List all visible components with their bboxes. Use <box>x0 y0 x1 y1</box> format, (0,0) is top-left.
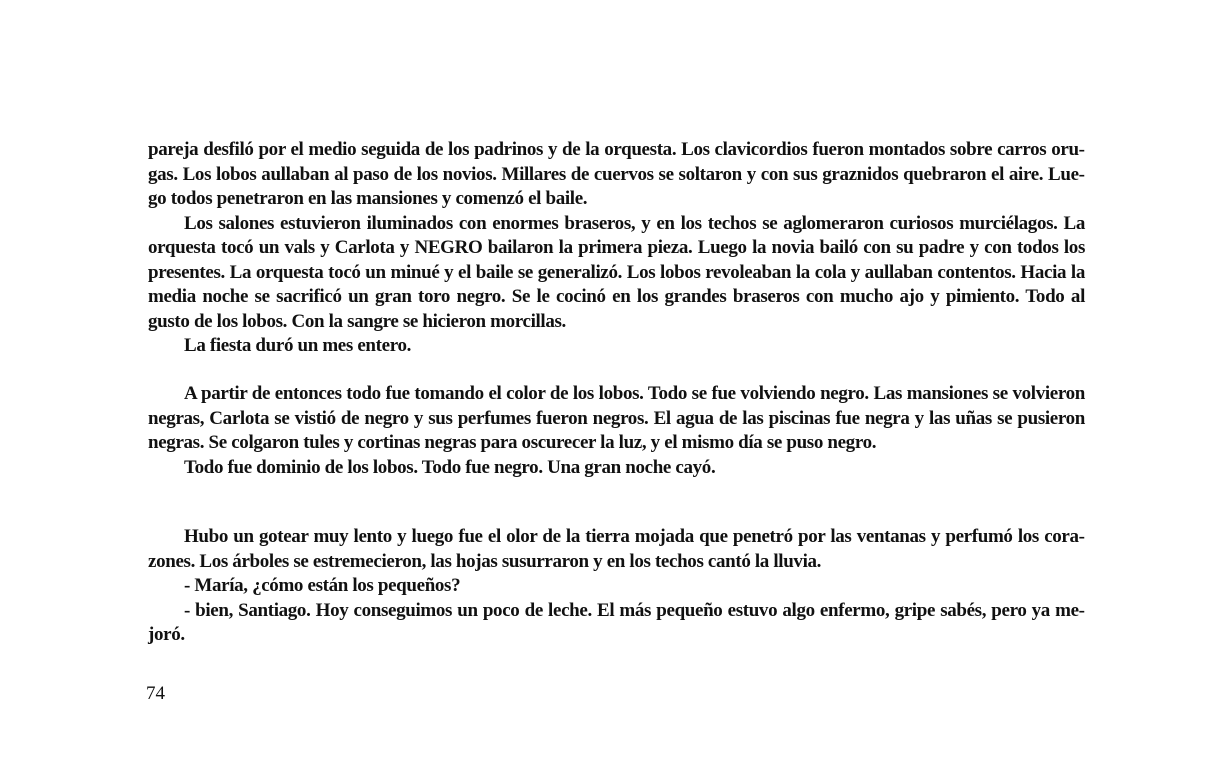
paragraph: Hubo un gotear muy lento y luego fue el olor de la tierra mojada que penetró por las ventanas y perfumó los corazones. Los árboles se estremecieron, las hojas susurraron y en los techos cantó la lluvia. <box>148 526 1085 572</box>
dialogue-line: - María, ¿cómo están los pequeños? <box>184 575 461 596</box>
paragraph: A partir de entonces todo fue tomando el color de los lobos. Todo se fue volviendo negro. Las mansiones se volvieron negras, Carlota se vistió de negro y sus perfumes fueron negros. El agua de las piscinas fue negra y las uñas se pusieron negras. Se colgaron tules y cortinas negras para oscurecer la luz, y el mismo día se puso negro. <box>148 383 1085 453</box>
page-number: 74 <box>146 683 165 704</box>
paragraph: pareja desfiló por el medio seguida de los padrinos y de la orquesta. Los clavicordios fueron montados sobre carros orugas. Los lobos aullaban al paso de los novios. Millares de cuervos se soltaron y con sus graznidos quebraron el aire. Luego todos penetraron en las mansiones y comenzó el baile. <box>148 139 1085 209</box>
paragraph: Los salones estuvieron iluminados con enormes braseros, y en los techos se aglomeraron curiosos murciélagos. La orquesta tocó un vals y Carlota y NEGRO bailaron la primera pieza. Luego la novia bailó con su padre y con todos los presentes. La orquesta tocó un minué y el baile se generalizó. Los lobos revoleaban la cola y aullaban contentos. Hacia la media noche se sacrificó un gran toro negro. Se le cocinó en los grandes braseros con mucho ajo y pimiento. Todo al gusto de los lobos. Con la sangre se hicieron morcillas. <box>148 212 1085 332</box>
text-section-wedding <box>148 138 1085 359</box>
paragraph: La fiesta duró un mes entero. <box>184 335 411 356</box>
text-section-rain <box>148 525 1085 648</box>
text-section-darkness <box>148 382 1085 480</box>
paragraph: Todo fue dominio de los lobos. Todo fue negro. Una gran noche cayó. <box>184 456 716 478</box>
dialogue-line: - bien, Santiago. Hoy conseguimos un poco de leche. El más pequeño estuvo algo enfermo, gripe sabés, pero ya mejoró. <box>148 599 1085 645</box>
